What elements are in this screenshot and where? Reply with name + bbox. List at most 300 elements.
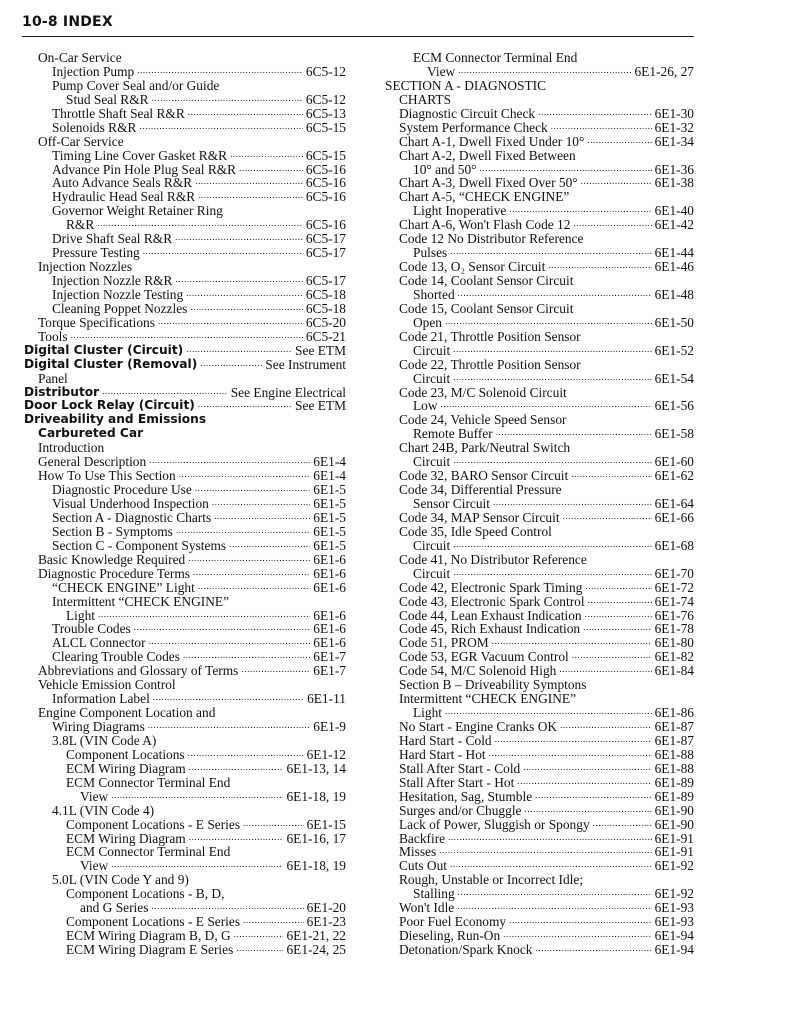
entry-text: Code 32, BARO Sensor Circuit	[399, 468, 569, 484]
entry-text: ECM Wiring Diagram	[66, 830, 186, 846]
dot-leader	[448, 831, 651, 845]
dot-leader	[175, 273, 302, 287]
dot-leader	[489, 747, 652, 761]
index-entry	[24, 149, 346, 163]
page-reference: 6E1-6	[313, 621, 346, 637]
entry-text: Code 35, Idle Speed Control	[399, 523, 552, 539]
dot-leader	[214, 510, 310, 524]
index-entry	[24, 609, 346, 623]
page-reference: 6E1-87	[654, 732, 694, 748]
entry-text: Abbreviations and Glossary of Terms	[38, 663, 239, 679]
page-reference: 6E1-89	[654, 788, 694, 804]
page-reference: 6E1-36	[654, 161, 694, 177]
page-reference: 6E1-64	[654, 496, 694, 511]
entry-text: Surges and/or Chuggle	[399, 802, 522, 818]
index-entry	[385, 246, 694, 260]
entry-text: Stalling	[413, 886, 455, 902]
index-entry	[24, 93, 346, 107]
dot-leader	[548, 259, 651, 273]
index-entry	[24, 316, 346, 330]
index-entry	[24, 232, 346, 246]
entry-text: Chart A-1, Dwell Fixed Under 10°	[399, 133, 585, 149]
index-entry	[385, 636, 694, 650]
index-entry	[385, 316, 694, 330]
page-reference: 6E1-60	[654, 454, 694, 470]
entry-text: R&R	[66, 217, 95, 233]
entry-text: Poor Fuel Economy	[399, 914, 507, 930]
index-entry	[24, 413, 346, 427]
dot-leader	[445, 315, 652, 329]
entry-text: “CHECK ENGINE” Light	[52, 579, 195, 595]
index-entry	[385, 93, 694, 107]
index-entry	[24, 386, 346, 400]
entry-text: Wiring Diagrams	[52, 719, 145, 734]
index-entry	[24, 427, 346, 441]
entry-text: Governor Weight Retainer Ring	[52, 203, 223, 219]
page-reference: 6E1-5	[313, 496, 346, 511]
index-entry	[24, 553, 346, 567]
entry-text: Panel	[38, 370, 68, 386]
dot-leader	[493, 496, 652, 510]
page-reference: 6E1-76	[654, 607, 694, 623]
page-reference: 6E1-88	[654, 760, 694, 776]
index-entry	[385, 497, 694, 511]
page-reference: 6E1-18, 19	[286, 788, 346, 804]
page-reference: 6E1-90	[654, 816, 694, 832]
dot-leader	[525, 803, 652, 817]
dot-leader	[480, 162, 652, 176]
page-reference: 6C5-20	[305, 314, 346, 330]
entry-text: Code 24, Vehicle Speed Sensor	[399, 412, 567, 428]
page-reference: 6E1-42	[654, 217, 694, 233]
dot-leader	[148, 719, 310, 733]
index-entry	[24, 260, 346, 274]
entry-text: Lack of Power, Sluggish or Spongy	[399, 816, 590, 832]
index-entry	[24, 622, 346, 636]
index-entry	[24, 832, 346, 846]
entry-text: Light	[66, 607, 96, 623]
entry-text: Section C - Component Systems	[52, 537, 227, 553]
dot-leader	[453, 371, 651, 385]
entry-text: Injection Pump	[52, 63, 135, 79]
entry-text: Intermittent “CHECK ENGINE”	[52, 593, 230, 609]
entry-text: Circuit	[413, 342, 451, 358]
index-entry	[385, 692, 694, 706]
index-entry	[385, 427, 694, 441]
entry-text: Component Locations - E Series	[66, 914, 241, 930]
index-entry	[385, 748, 694, 762]
index-entry	[24, 748, 346, 762]
index-entry	[24, 135, 346, 149]
entry-text: Code 42, Electronic Spark Timing	[399, 579, 583, 595]
page-reference: 6E1-52	[654, 342, 694, 358]
dot-leader	[186, 343, 292, 357]
index-entry	[385, 51, 694, 65]
page-reference: 6E1-18, 19	[286, 858, 346, 874]
dot-leader	[593, 817, 652, 831]
dot-leader	[195, 175, 303, 189]
index-entry	[385, 818, 694, 832]
index-entry	[24, 873, 346, 887]
dot-leader	[183, 649, 310, 663]
index-entry	[24, 218, 346, 232]
index-entry	[24, 497, 346, 511]
dot-leader	[536, 942, 652, 956]
page-reference: 6E1-86	[654, 705, 694, 721]
dot-leader	[453, 538, 651, 552]
page-reference: 6E1-91	[654, 830, 694, 846]
page-reference: 6E1-24, 25	[286, 942, 346, 957]
index-entry	[385, 163, 694, 177]
page-reference: See Instrument	[265, 356, 346, 372]
entry-text: Hard Start - Cold	[399, 732, 492, 748]
page-reference: 6E1-58	[654, 426, 694, 442]
entry-text: ECM Connector Terminal End	[413, 50, 578, 65]
entry-text: Advance Pin Hole Plug Seal R&R	[52, 161, 237, 177]
index-entry	[385, 413, 694, 427]
dot-leader	[71, 329, 303, 343]
page-reference: 6E1-7	[313, 663, 346, 679]
entry-text: How To Use This Section	[38, 468, 176, 484]
page-reference: 6E1-68	[654, 537, 694, 553]
dot-leader	[453, 343, 651, 357]
index-entry	[24, 804, 346, 818]
entry-text: Intermittent “CHECK ENGINE”	[399, 691, 577, 707]
index-entry	[24, 163, 346, 177]
entry-text: Circuit	[413, 370, 451, 386]
index-entry	[24, 288, 346, 302]
entry-text: Carbureted Car	[38, 426, 144, 441]
page-reference: 6E1-84	[654, 663, 694, 679]
dot-leader	[450, 858, 652, 872]
page-reference: 6E1-54	[654, 370, 694, 386]
entry-text: 4.1L (VIN Code 4)	[52, 802, 155, 818]
entry-text: 3.8L (VIN Code A)	[52, 732, 157, 748]
entry-text: Open	[413, 314, 443, 330]
entry-text: Digital Cluster (Circuit)	[24, 342, 184, 357]
index-entry	[385, 65, 694, 79]
entry-text: Code 14, Coolant Sensor Circuit	[399, 273, 574, 288]
entry-text: Auto Advance Seals R&R	[52, 175, 193, 191]
page-reference: See ETM	[295, 398, 346, 414]
dot-leader	[151, 900, 303, 914]
index-entry	[385, 358, 694, 372]
index-entry	[24, 204, 346, 218]
dot-leader	[243, 817, 304, 831]
page-reference: 6E1-6	[313, 565, 346, 581]
index-entry	[24, 943, 346, 957]
index-entry	[24, 595, 346, 609]
entry-text: Code 13, O₂ Sensor Circuit	[399, 259, 546, 275]
entry-text: Section B - Symptoms	[52, 523, 173, 539]
entry-text: Component Locations - B, D,	[66, 886, 225, 902]
page-reference: 6E1-74	[654, 593, 694, 609]
page-reference: 6C5-18	[305, 300, 346, 316]
index-entry	[24, 720, 346, 734]
entry-text: Chart A-2, Dwell Fixed Between	[399, 147, 576, 163]
page-title: 10-8 INDEX	[22, 14, 113, 30]
index-entry	[24, 859, 346, 873]
dot-leader	[560, 719, 652, 733]
index-entry	[385, 399, 694, 413]
index-entry	[385, 539, 694, 553]
index-entry	[24, 65, 346, 79]
index-entry	[385, 149, 694, 163]
page-reference: 6E1-46	[654, 259, 694, 275]
index-entry	[385, 344, 694, 358]
entry-text: Pump Cover Seal and/or Guide	[52, 77, 220, 93]
index-entry	[385, 804, 694, 818]
entry-text: Engine Component Location and	[38, 705, 216, 721]
index-entry	[385, 595, 694, 609]
index-entry	[385, 330, 694, 344]
index-entry	[24, 79, 346, 93]
entry-text: Misses	[399, 844, 437, 860]
index-entry	[24, 330, 346, 344]
page-reference: 6E1-88	[654, 746, 694, 762]
entry-text: Injection Nozzle R&R	[52, 273, 173, 288]
index-entry	[385, 176, 694, 190]
index-entry	[24, 176, 346, 190]
entry-text: Injection Nozzles	[38, 259, 133, 275]
entry-text: Solenoids R&R	[52, 119, 137, 135]
page-reference: 6E1-26, 27	[634, 63, 694, 79]
index-entry	[385, 274, 694, 288]
dot-leader	[153, 691, 304, 705]
dot-leader	[583, 621, 651, 635]
index-entry	[385, 915, 694, 929]
dot-leader	[143, 245, 303, 259]
index-entry	[385, 190, 694, 204]
entry-text: ECM Wiring Diagram	[66, 760, 186, 776]
index-entry	[385, 553, 694, 567]
dot-leader	[111, 789, 283, 803]
entry-text: Code 21, Throttle Position Sensor	[399, 328, 581, 344]
entry-text: ECM Wiring Diagram B, D, G	[66, 928, 231, 944]
entry-text: Code 54, M/C Solenoid High	[399, 663, 557, 679]
index-entry	[24, 525, 346, 539]
dot-leader	[111, 858, 283, 872]
page-reference: 6C5-16	[305, 161, 346, 177]
entry-text: Visual Underhood Inspection	[52, 496, 209, 511]
index-entry	[24, 483, 346, 497]
index-entry	[385, 887, 694, 901]
dot-leader	[239, 162, 303, 176]
entry-text: View	[80, 788, 109, 804]
entry-text: Component Locations	[66, 746, 185, 762]
entry-text: Stud Seal R&R	[66, 91, 149, 107]
page-reference: 6E1-5	[313, 482, 346, 498]
page-reference: 6E1-92	[654, 886, 694, 902]
page-reference: 6C5-17	[305, 273, 346, 288]
index-entry	[24, 358, 346, 372]
dot-leader	[572, 649, 652, 663]
page-reference: 6E1-4	[313, 468, 346, 484]
entry-text: On-Car Service	[38, 50, 122, 65]
page-reference: 6E1-16, 17	[286, 830, 346, 846]
page-reference: 6E1-32	[654, 119, 694, 135]
index-entry	[24, 706, 346, 720]
index-entry	[385, 260, 694, 274]
page-header	[22, 14, 694, 37]
page-reference: 6E1-7	[313, 649, 346, 665]
index-entry	[24, 734, 346, 748]
dot-leader	[193, 566, 310, 580]
dot-leader	[186, 287, 303, 301]
dot-leader	[176, 524, 310, 538]
page-reference: 6E1-87	[654, 719, 694, 734]
dot-leader	[175, 231, 303, 245]
dot-leader	[198, 189, 303, 203]
index-entry	[24, 190, 346, 204]
dot-leader	[492, 635, 652, 649]
page-reference: 6E1-15	[306, 816, 346, 832]
page-reference: 6E1-23	[306, 914, 346, 930]
index-entry	[24, 344, 346, 358]
entry-text: Trouble Codes	[52, 621, 131, 637]
entry-text: Diagnostic Procedure Use	[52, 482, 192, 498]
dot-leader	[441, 398, 652, 412]
index-entry	[385, 845, 694, 859]
index-entry	[385, 678, 694, 692]
index-entry	[385, 859, 694, 873]
page-reference: 6E1-38	[654, 175, 694, 191]
entry-text: Section A - Diagnostic Charts	[52, 509, 212, 525]
entry-text: Torque Specifications	[38, 314, 155, 330]
entry-text: Cuts Out	[399, 858, 447, 874]
page-reference: 6C5-17	[305, 231, 346, 247]
page-reference: 6E1-30	[654, 105, 694, 121]
entry-text: Pressure Testing	[52, 245, 140, 261]
dot-leader	[535, 789, 651, 803]
entry-text: Clearing Trouble Codes	[52, 649, 180, 665]
index-entry	[385, 121, 694, 135]
entry-text: Diagnostic Circuit Check	[399, 105, 536, 121]
page-reference: See Engine Electrical	[230, 384, 346, 400]
page-reference: 6E1-48	[654, 286, 694, 302]
index-entry	[24, 567, 346, 581]
index-entry	[24, 581, 346, 595]
dot-leader	[188, 747, 304, 761]
index-entry	[385, 873, 694, 887]
dot-leader	[458, 287, 652, 301]
entry-text: Code 12 No Distributor Reference	[399, 231, 584, 247]
dot-leader	[230, 148, 303, 162]
index-entry	[24, 511, 346, 525]
dot-leader	[458, 64, 631, 78]
page-reference: 6E1-94	[654, 928, 694, 944]
page-reference: 6E1-20	[306, 900, 346, 916]
page-reference: 6E1-34	[654, 133, 694, 149]
index-entry	[24, 636, 346, 650]
page-reference: 6E1-91	[654, 844, 694, 860]
entry-text: Basic Knowledge Required	[38, 551, 186, 567]
entry-text: Chart A-3, Dwell Fixed Over 50°	[399, 175, 578, 191]
entry-text: SECTION A - DIAGNOSTIC	[385, 77, 547, 93]
entry-text: Code 51, PROM	[399, 635, 489, 651]
entry-text: Light Inoperative	[413, 203, 507, 219]
index-entry	[24, 441, 346, 455]
dot-leader	[509, 203, 651, 217]
entry-text: Door Lock Relay (Circuit)	[24, 398, 195, 413]
page-reference: 6E1-6	[313, 635, 346, 651]
entry-text: Remote Buffer	[413, 426, 493, 442]
entry-text: Hard Start - Hot	[399, 746, 486, 762]
entry-text: Code 45, Rich Exhaust Indication	[399, 621, 581, 637]
index-entry	[24, 790, 346, 804]
index-entry	[385, 79, 694, 93]
entry-text: Tools	[38, 328, 68, 344]
page-reference: 6E1-92	[654, 858, 694, 874]
entry-text: View	[427, 63, 456, 79]
page-reference: 6E1-40	[654, 203, 694, 219]
page-reference: 6E1-62	[654, 468, 694, 484]
index-entry	[24, 121, 346, 135]
dot-leader	[581, 175, 652, 189]
dot-leader	[517, 775, 651, 789]
page-reference: 6E1-6	[313, 579, 346, 595]
dot-leader	[241, 663, 310, 677]
dot-leader	[212, 496, 310, 510]
index-entry	[24, 887, 346, 901]
entry-text: Light	[413, 705, 443, 721]
dot-leader	[188, 552, 310, 566]
index-entry	[24, 469, 346, 483]
entry-text: Throttle Shaft Seal R&R	[52, 105, 185, 121]
page-reference: 6C5-16	[305, 189, 346, 205]
dot-leader	[450, 245, 651, 259]
page-reference: 6C5-15	[305, 147, 346, 163]
entry-text: View	[80, 858, 109, 874]
index-entry	[385, 107, 694, 121]
entry-text: Code 43, Electronic Spark Control	[399, 593, 585, 609]
page-reference: 6E1-44	[654, 245, 694, 261]
page-reference: 6E1-66	[654, 509, 694, 525]
dot-leader	[102, 385, 228, 399]
dot-leader	[573, 217, 651, 231]
entry-text: Shorted	[413, 286, 455, 302]
page-reference: 6E1-80	[654, 635, 694, 651]
index-entry	[385, 664, 694, 678]
page-reference: 6E1-90	[654, 802, 694, 818]
entry-text: Code 23, M/C Solenoid Circuit	[399, 384, 567, 400]
dot-leader	[179, 468, 311, 482]
index-entry	[24, 664, 346, 678]
index-entry	[24, 539, 346, 553]
entry-text: Code 34, MAP Sensor Circuit	[399, 509, 560, 525]
entry-text: Driveability and Emissions	[24, 412, 207, 427]
index-entry	[385, 762, 694, 776]
index-entry	[24, 818, 346, 832]
index-entry	[385, 622, 694, 636]
dot-leader	[190, 301, 302, 315]
page-reference: 6E1-89	[654, 774, 694, 790]
entry-text: Code 53, EGR Vacuum Control	[399, 649, 569, 665]
entry-text: Chart 24B, Park/Neutral Switch	[399, 440, 571, 456]
page-reference: 6C5-21	[305, 328, 346, 344]
page-reference: 6C5-12	[305, 91, 346, 107]
dot-leader	[188, 106, 303, 120]
dot-leader	[439, 844, 651, 858]
index-entry	[24, 845, 346, 859]
dot-leader	[137, 64, 303, 78]
page-reference: 6E1-6	[313, 607, 346, 623]
index-entry	[385, 776, 694, 790]
index-entry	[385, 204, 694, 218]
entry-text: Dieseling, Run-On	[399, 928, 501, 944]
page-reference: 6C5-16	[305, 175, 346, 191]
index-entry	[24, 650, 346, 664]
